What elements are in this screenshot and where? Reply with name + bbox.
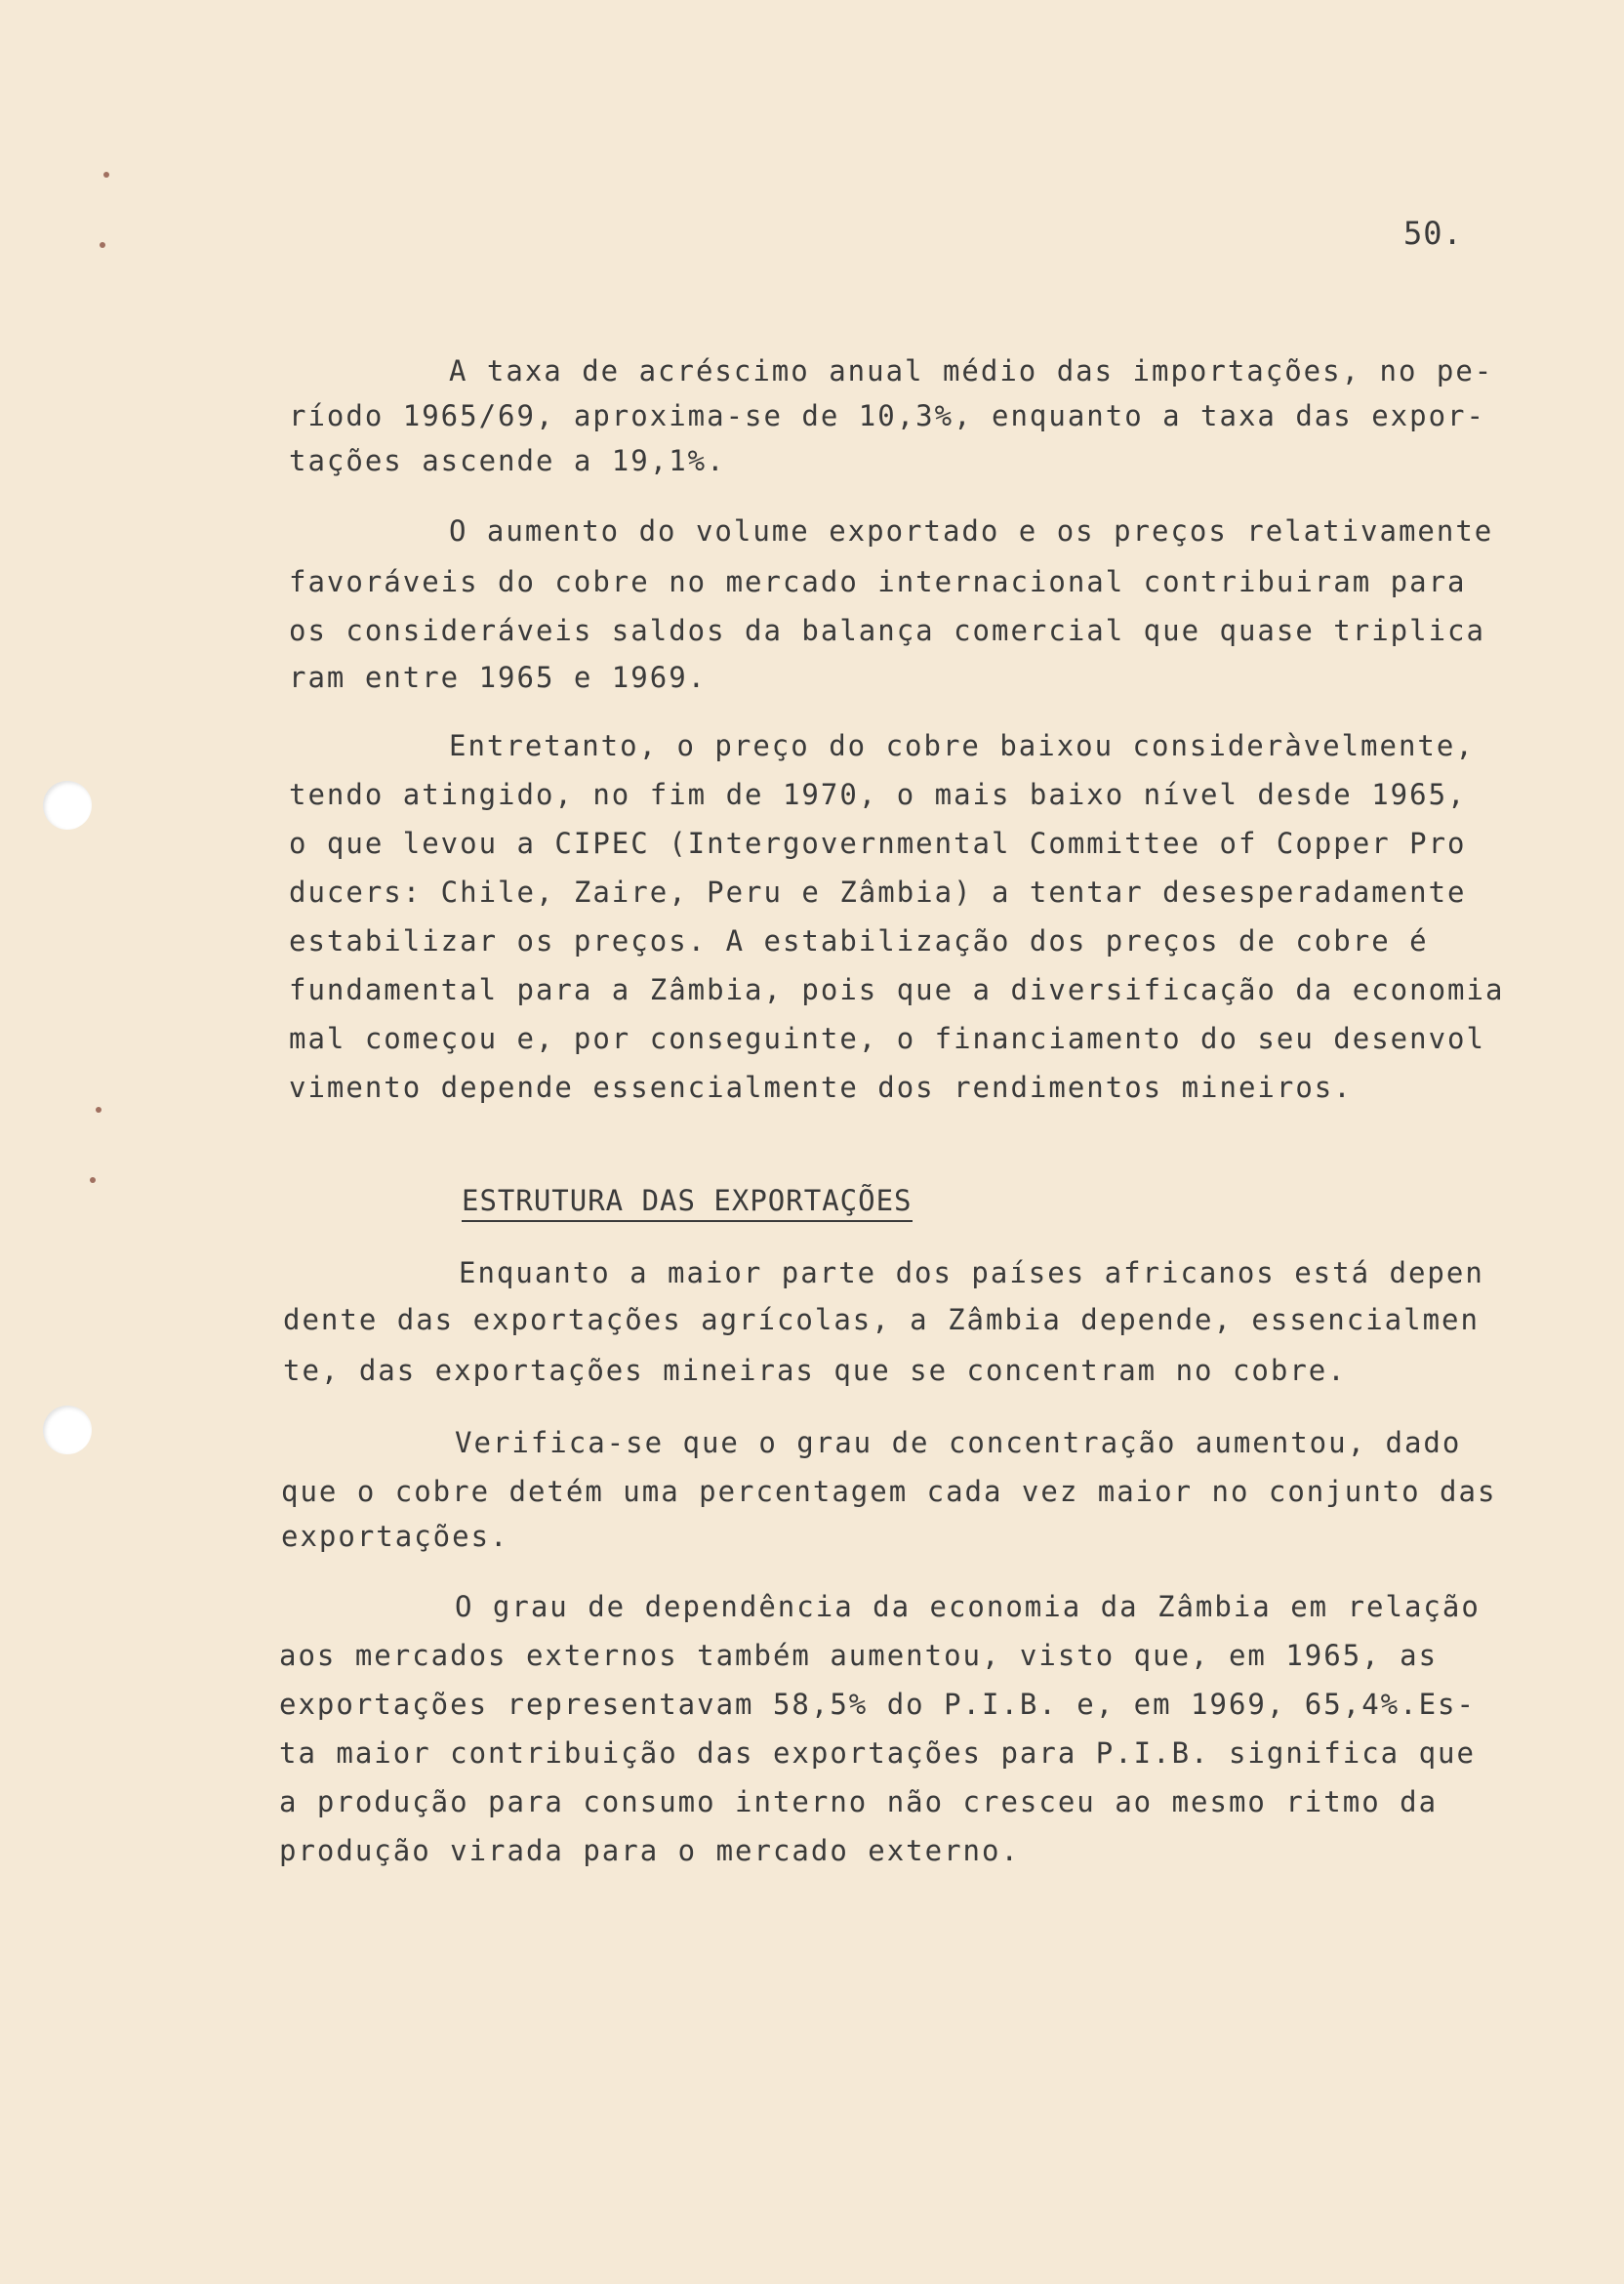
punch-hole-top <box>43 781 92 830</box>
text-line: ducers: Chile, Zaire, Peru e Zâmbia) a tentar desesperadamente <box>289 876 1467 909</box>
text-line: ríodo 1965/69, aproxima-se de 10,3%, enquanto a taxa das expor- <box>289 399 1485 432</box>
page-number: 50. <box>1403 215 1463 252</box>
text-line: Verifica-se que o grau de concentração aumentou, dado <box>455 1426 1462 1459</box>
paper-mark <box>103 172 109 178</box>
text-line: O grau de dependência da economia da Zâmbia em relação <box>455 1590 1481 1623</box>
text-line: Entretanto, o preço do cobre baixou consideràvelmente, <box>449 729 1475 762</box>
text-line: dente das exportações agrícolas, a Zâmbia depende, essencialmen <box>283 1303 1480 1336</box>
text-line: O aumento do volume exportado e os preços relativamente <box>449 514 1494 548</box>
text-line: aos mercados externos também aumentou, visto que, em 1965, as <box>279 1639 1439 1672</box>
text-line: vimento depende essencialmente dos rendimentos mineiros. <box>289 1071 1353 1104</box>
text-line: produção virada para o mercado externo. <box>279 1834 1020 1867</box>
paper-mark <box>96 1107 102 1113</box>
punch-hole-bottom <box>43 1406 92 1454</box>
text-line: favoráveis do cobre no mercado internacional contribuiram para <box>289 565 1467 598</box>
paper-mark <box>90 1177 96 1183</box>
text-line: exportações representavam 58,5% do P.I.B. e, em 1969, 65,4%.Es- <box>279 1688 1476 1721</box>
text-line: tações ascende a 19,1%. <box>289 444 726 477</box>
text-line: te, das exportações mineiras que se concentram no cobre. <box>283 1354 1347 1387</box>
text-line: A taxa de acréscimo anual médio das importações, no pe- <box>449 354 1494 387</box>
text-line: estabilizar os preços. A estabilização dos preços de cobre é <box>289 924 1429 958</box>
text-line: fundamental para a Zâmbia, pois que a diversificação da economia <box>289 973 1505 1006</box>
text-line: Enquanto a maior parte dos países africanos está depen <box>459 1256 1484 1289</box>
text-line: exportações. <box>281 1520 509 1553</box>
text-line: os consideráveis saldos da balança comercial que quase triplica <box>289 614 1485 647</box>
text-line: que o cobre detém uma percentagem cada vez maior no conjunto das <box>281 1475 1497 1508</box>
text-line: tendo atingido, no fim de 1970, o mais baixo nível desde 1965, <box>289 778 1467 811</box>
text-line: o que levou a CIPEC (Intergovernmental Committee of Copper Pro <box>289 827 1467 860</box>
text-line: ta maior contribuição das exportações para P.I.B. significa que <box>279 1736 1476 1770</box>
text-line: a produção para consumo interno não cresceu ao mesmo ritmo da <box>279 1785 1439 1818</box>
paper-mark <box>100 242 105 248</box>
section-heading: ESTRUTURA DAS EXPORTAÇÕES <box>462 1183 913 1222</box>
text-line: ram entre 1965 e 1969. <box>289 661 708 694</box>
text-line: mal começou e, por conseguinte, o financiamento do seu desenvol <box>289 1022 1485 1055</box>
